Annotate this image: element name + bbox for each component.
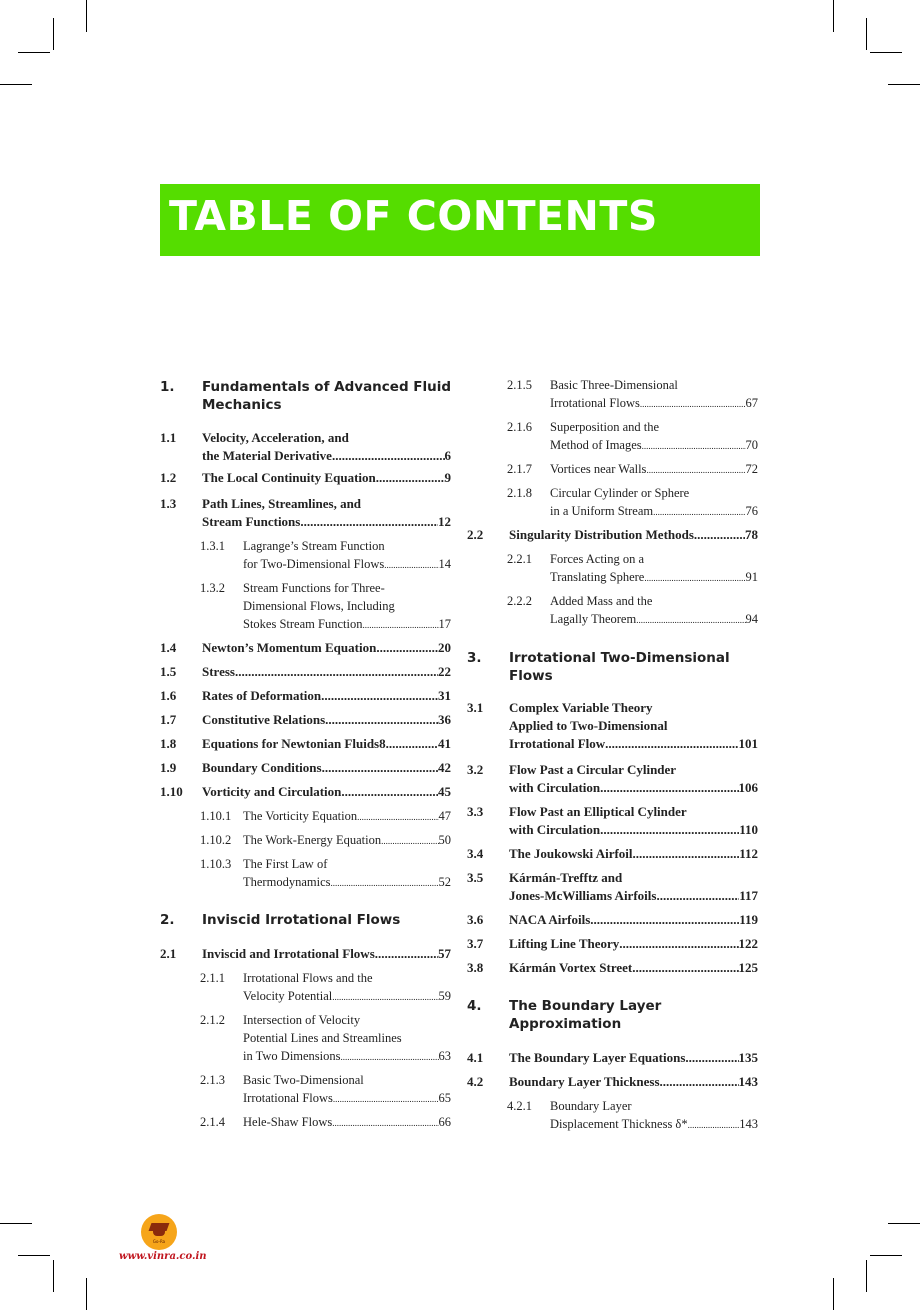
dot-leader [362,616,438,634]
toc-title: Vortices near Walls [550,462,647,476]
toc-title: the Material Derivative [202,448,332,463]
toc-title: Circular Cylinder or Sphere [550,486,690,500]
toc-subsection[interactable] [160,537,451,573]
dot-leader [341,783,438,801]
dot-leader [642,437,746,455]
toc-number: 2.1.7 [507,462,532,476]
toc-page-number: 110 [739,822,758,837]
toc-title: Translating Sphere [550,570,645,584]
toc-subsection[interactable] [467,550,758,586]
crop-mark [870,52,902,53]
toc-section[interactable] [160,711,451,729]
toc-title: Displacement Thickness δ* [550,1117,688,1131]
toc-title: Lagrange’s Stream Function [243,539,385,553]
dot-leader [633,845,740,863]
toc-number: 1.5 [160,664,177,679]
dot-leader [375,945,438,963]
toc-section[interactable] [160,663,451,681]
toc-page-number: 42 [438,760,451,775]
graduation-cap-icon-base [153,1230,165,1236]
toc-number: 3.6 [467,912,484,927]
crop-mark [888,84,920,85]
toc-title: The First Law of [243,857,328,871]
toc-number: 1.4 [160,640,177,655]
dot-leader [646,461,745,479]
toc-title: Rates of Deformation [202,688,322,703]
toc-section[interactable] [160,639,451,657]
crop-mark [86,1278,87,1310]
dot-leader [685,1049,738,1067]
toc-title: Forces Acting on a [550,552,645,566]
toc-title: The Boundary Layer Equations [509,1050,686,1065]
crop-mark [53,1260,54,1292]
toc-number: 2.2.1 [507,552,532,566]
toc-section[interactable] [467,845,758,863]
toc-page-number: 31 [438,688,451,703]
dot-leader [300,513,438,531]
toc-page-number: 17 [438,617,451,631]
toc-title: Constitutive Relations [202,712,326,727]
toc-subsection[interactable] [467,592,758,628]
dot-leader [590,911,739,929]
toc-subsection[interactable] [160,1113,451,1131]
toc-page-number: 67 [745,396,758,410]
toc-title: Irrotational Flow [509,736,606,751]
toc-section[interactable] [467,869,758,905]
toc-page-number: 9 [444,470,451,485]
toc-subsection[interactable] [467,418,758,454]
toc-title: Added Mass and the [550,594,653,608]
toc-title: Approximation [509,1016,622,1032]
dot-leader [632,959,738,977]
dot-leader [376,469,445,487]
dot-leader [636,611,745,629]
page-title: TABLE OF CONTENTS [169,192,658,240]
toc-subsection[interactable] [160,831,451,849]
toc-title: Stokes Stream Function [243,617,363,631]
toc-section[interactable] [467,526,758,544]
toc-number: 1.3 [160,496,177,511]
toc-title: Lagally Theorem [550,612,637,626]
toc-page-number: 101 [738,736,758,751]
toc-number: 3.3 [467,804,484,819]
toc-number: 3.7 [467,936,484,951]
toc-number: 2.1.2 [200,1013,225,1027]
toc-page-number: 20 [438,640,451,655]
toc-title: Thermodynamics [243,875,331,889]
toc-page-number: 117 [739,888,758,903]
toc-title: Path Lines, Streamlines, and [202,496,362,511]
toc-page-number: 125 [738,960,758,975]
website-url[interactable]: www.vinra.co.in [119,1251,207,1262]
toc-number: 1.6 [160,688,177,703]
toc-section[interactable] [160,687,451,705]
toc-number: 1.7 [160,712,177,727]
toc-number: 2.1 [160,946,177,961]
dot-leader [325,711,438,729]
toc-section[interactable] [467,935,758,953]
dot-leader [357,808,438,826]
crop-mark [866,1260,867,1292]
toc-number: 3.2 [467,762,484,777]
toc-title: Irrotational Flows [550,396,640,410]
toc-page-number: 65 [438,1091,451,1105]
crop-mark [0,84,32,85]
toc-title: Singularity Distribution Methods [509,527,694,542]
crop-mark [833,1278,834,1310]
toc-section[interactable] [467,1049,758,1067]
crop-mark [18,52,50,53]
toc-title: The Local Continuity Equation [202,470,376,485]
dot-leader [381,832,438,850]
toc-title: with Circulation [509,822,601,837]
toc-page-number: 41 [438,736,451,751]
dot-leader [386,735,438,753]
toc-number: 1.10.3 [200,857,232,871]
toc-page-number: 6 [444,448,451,463]
toc-title: for Two-Dimensional Flows [243,557,385,571]
dot-leader [640,395,746,413]
toc-number: 2.2.2 [507,594,532,608]
dot-leader [644,569,745,587]
dot-leader [332,447,445,465]
toc-section[interactable] [467,803,758,839]
dot-leader [660,1073,739,1091]
toc-title: Boundary Layer [550,1099,632,1113]
dot-leader [341,1048,439,1066]
dot-leader [619,935,738,953]
toc-title: The Joukowski Airfoil [509,846,633,861]
toc-page-number: 143 [738,1074,758,1089]
toc-number: 2.1.3 [200,1073,225,1087]
toc-number: 1.10 [160,784,183,799]
toc-subsection[interactable] [160,969,451,1005]
toc-page-number: 72 [745,462,758,476]
dot-leader [330,874,438,892]
toc-page-number: 50 [438,833,451,847]
toc-section[interactable] [160,759,451,777]
toc-number: 1.1 [160,430,177,445]
toc-title: Flow Past a Circular Cylinder [509,762,677,777]
toc-number: 1.10.2 [200,833,232,847]
toc-section[interactable] [160,469,451,487]
toc-title: Boundary Layer Thickness [509,1074,660,1089]
toc-number: 3. [467,650,482,666]
toc-title: Equations for Newtonian Fluids8 [202,736,386,751]
toc-title: Mechanics [202,397,282,413]
toc-title: The Work-Energy Equation [243,833,382,847]
toc-number: 4.2 [467,1074,484,1089]
toc-title: Inviscid Irrotational Flows [202,912,401,928]
toc-subsection[interactable] [467,460,758,478]
toc-title: Inviscid and Irrotational Flows [202,946,375,961]
toc-number: 3.1 [467,700,484,715]
toc-page-number: 70 [745,438,758,452]
dot-leader [332,1114,438,1132]
logo-caption: Go-Ra [152,1239,166,1244]
toc-title: Flows [509,668,553,684]
toc-number: 2. [160,912,175,928]
toc-title: Dimensional Flows, Including [243,599,395,613]
toc-page-number: 78 [745,527,758,542]
toc-title: Intersection of Velocity [243,1013,361,1027]
toc-page-number: 122 [738,936,758,951]
toc-number: 2.1.5 [507,378,532,392]
toc-number: 2.1.1 [200,971,225,985]
crop-mark [86,0,87,32]
toc-title: Method of Images [550,438,642,452]
toc-number: 2.1.8 [507,486,532,500]
toc-title: Stream Functions [202,514,301,529]
toc-section[interactable] [160,945,451,963]
dot-leader [322,759,438,777]
crop-mark [0,1223,32,1224]
toc-number: 4.2.1 [507,1099,532,1113]
dot-leader [688,1116,740,1134]
toc-page-number: 119 [739,912,758,927]
toc-chapter[interactable] [467,649,758,685]
dot-leader [376,639,438,657]
toc-chapter[interactable] [160,378,451,414]
toc-section[interactable] [467,959,758,977]
toc-title: Boundary Conditions [202,760,322,775]
toc-title: Newton’s Momentum Equation [202,640,377,655]
publisher-logo [141,1214,177,1250]
toc-title: Stress [202,664,235,679]
toc-number: 4. [467,998,482,1014]
toc-title: The Boundary Layer [509,998,662,1014]
toc-page-number: 22 [438,664,451,679]
toc-page-number: 63 [438,1049,451,1063]
dot-leader [235,663,438,681]
toc-title: Stream Functions for Three- [243,581,385,595]
toc-subsection[interactable] [160,855,451,891]
toc-title: Velocity, Acceleration, and [202,430,349,445]
toc-title: with Circulation [509,780,601,795]
toc-subsection[interactable] [160,807,451,825]
toc-title: Jones-McWilliams Airfoils [509,888,657,903]
toc-title: Basic Three-Dimensional [550,378,678,392]
toc-title: Applied to Two-Dimensional [509,718,668,733]
dot-leader [600,821,739,839]
toc-page-number: 14 [438,557,451,571]
crop-mark [833,0,834,32]
toc-page-number: 91 [745,570,758,584]
toc-page-number: 112 [739,846,758,861]
toc-number: 1. [160,379,175,395]
toc-subsection[interactable] [467,1097,758,1133]
crop-mark [866,18,867,50]
toc-page-number: 36 [438,712,451,727]
crop-mark [888,1223,920,1224]
toc-page-number: 47 [438,809,451,823]
toc-title: Superposition and the [550,420,660,434]
toc-number: 1.3.2 [200,581,225,595]
toc-title: The Vorticity Equation [243,809,358,823]
dot-leader [332,988,438,1006]
toc-page-number: 135 [738,1050,758,1065]
toc-title: Potential Lines and Streamlines [243,1031,402,1045]
dot-leader [653,503,745,521]
toc-number: 2.1.4 [200,1115,225,1129]
crop-mark [18,1255,50,1256]
dot-leader [384,556,438,574]
toc-number: 3.5 [467,870,484,885]
toc-number: 2.1.6 [507,420,532,434]
toc-subsection[interactable] [160,1071,451,1107]
toc-section[interactable] [467,911,758,929]
toc-number: 4.1 [467,1050,484,1065]
toc-title: in Two Dimensions [243,1049,341,1063]
toc-page-number: 76 [745,504,758,518]
toc-title: Hele-Shaw Flows [243,1115,333,1129]
toc-section[interactable] [467,699,758,753]
toc-title: Irrotational Two-Dimensional [509,650,730,666]
toc-number: 3.8 [467,960,484,975]
crop-mark [53,18,54,50]
toc-title: Irrotational Flows [243,1091,333,1105]
toc-number: 2.2 [467,527,484,542]
toc-page-number: 143 [739,1117,758,1131]
toc-number: 1.8 [160,736,177,751]
toc-title: Basic Two-Dimensional [243,1073,364,1087]
toc-page-number: 57 [438,946,451,961]
toc-number: 3.4 [467,846,484,861]
toc-page-number: 59 [438,989,451,1003]
toc-title: Flow Past an Elliptical Cylinder [509,804,687,819]
dot-leader [321,687,438,705]
toc-section[interactable] [160,495,451,531]
toc-page-number: 12 [438,514,451,529]
toc-subsection[interactable] [467,484,758,520]
toc-number: 1.10.1 [200,809,232,823]
toc-section[interactable] [160,429,451,465]
toc-number: 1.9 [160,760,177,775]
toc-title: Irrotational Flows and the [243,971,373,985]
toc-title: Kármán-Trefftz and [509,870,623,885]
toc-subsection[interactable] [160,1011,451,1065]
toc-page-number: 66 [438,1115,451,1129]
toc-section[interactable] [467,1073,758,1091]
dot-leader [605,735,738,753]
toc-title: Vorticity and Circulation [202,784,342,799]
toc-page-number: 94 [745,612,758,626]
title-banner [160,184,760,256]
toc-section[interactable] [467,761,758,797]
toc-subsection[interactable] [467,376,758,412]
toc-page-number: 52 [438,875,451,889]
dot-leader [694,526,745,544]
toc-title: in a Uniform Stream [550,504,654,518]
dot-leader [656,887,739,905]
toc-section[interactable] [160,735,451,753]
toc-title: Lifting Line Theory [509,936,620,951]
toc-page-number: 45 [438,784,451,799]
crop-mark [870,1255,902,1256]
toc-chapter[interactable] [160,911,451,929]
dot-leader [333,1090,439,1108]
toc-title: Kármán Vortex Street [509,960,633,975]
dot-leader [600,779,738,797]
toc-title: NACA Airfoils [509,912,591,927]
toc-number: 1.2 [160,470,177,485]
toc-subsection[interactable] [160,579,451,633]
toc-number: 1.3.1 [200,539,225,553]
toc-page-number: 106 [738,780,758,795]
toc-title: Fundamentals of Advanced Fluid [202,379,452,395]
toc-title: Velocity Potential [243,989,333,1003]
toc-title: Complex Variable Theory [509,700,653,715]
toc-section[interactable] [160,783,451,801]
toc-chapter[interactable] [467,997,758,1033]
